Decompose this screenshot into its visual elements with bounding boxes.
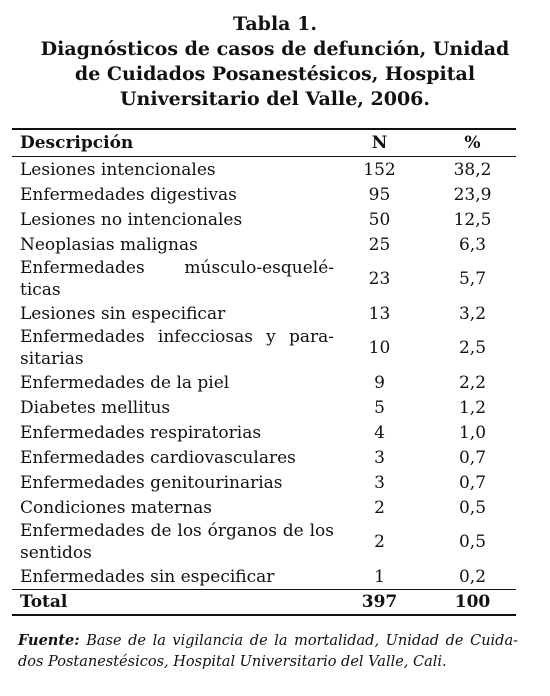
row-n: 13 <box>368 303 391 324</box>
row-description: Enfermedades cardiovasculares <box>20 447 296 468</box>
column-header-n: N <box>371 133 388 153</box>
total-percent: 100 <box>454 592 491 612</box>
row-n: 3 <box>374 472 385 493</box>
row-n: 3 <box>374 447 385 468</box>
row-percent: 0,5 <box>458 532 487 552</box>
source-label: Fuente: <box>18 632 80 649</box>
diagnosis-table <box>12 128 516 616</box>
table-caption-line-2: de Cuidados Posanestésicos, Hospital <box>74 63 476 85</box>
row-percent: 0,7 <box>458 472 487 493</box>
table-row <box>12 564 516 589</box>
table-source-note <box>18 630 518 673</box>
table-title <box>0 12 550 112</box>
column-header-description: Descripción <box>20 133 134 153</box>
row-percent: 1,0 <box>458 422 487 443</box>
table-row <box>12 445 516 470</box>
row-percent: 0,7 <box>458 447 487 468</box>
table-header-row <box>12 130 516 157</box>
row-description-line-2: sitarias <box>20 349 84 369</box>
row-description: Lesiones no intencionales <box>20 209 243 230</box>
table-row <box>12 257 516 301</box>
table-row <box>12 232 516 257</box>
row-description: Lesiones intencionales <box>20 159 216 180</box>
row-description: Enfermedades digestivas <box>20 184 237 205</box>
row-n: 50 <box>368 209 391 230</box>
row-percent: 5,7 <box>458 269 487 289</box>
row-description: Enfermedades de la piel <box>20 372 230 393</box>
row-n: 25 <box>368 234 391 255</box>
row-n: 10 <box>368 338 391 358</box>
table-row <box>12 470 516 495</box>
row-n: 1 <box>374 566 385 587</box>
row-description: Enfermedades respiratorias <box>20 422 262 443</box>
row-description-line-1: Enfermedades músculo-esquelé- <box>20 258 334 278</box>
row-description <box>12 257 342 301</box>
table-row <box>12 182 516 207</box>
table-total-row <box>12 589 516 614</box>
table-row <box>12 157 516 182</box>
source-line-1 <box>18 630 518 652</box>
row-n: 2 <box>374 497 385 518</box>
row-description-line-1: Enfermedades de los órganos de los <box>20 521 334 541</box>
row-percent: 3,2 <box>458 303 487 324</box>
row-n: 9 <box>374 372 385 393</box>
row-description-line-2: ticas <box>20 280 61 300</box>
table-row <box>12 207 516 232</box>
table-row <box>12 420 516 445</box>
row-description <box>12 520 342 564</box>
table-caption-line-3: Universitario del Valle, 2006. <box>119 88 431 110</box>
row-n: 2 <box>374 532 385 552</box>
table-row <box>12 301 516 326</box>
row-percent: 2,2 <box>458 372 487 393</box>
row-n: 152 <box>363 159 396 180</box>
row-n: 4 <box>374 422 385 443</box>
table-row <box>12 395 516 420</box>
table-row <box>12 326 516 370</box>
column-header-percent: % <box>464 133 481 153</box>
total-n: 397 <box>361 592 398 612</box>
source-text-2: dos Postanestésicos, Hospital Universitario del Valle, Cali. <box>18 654 447 670</box>
row-percent: 12,5 <box>453 209 492 230</box>
row-percent: 1,2 <box>458 397 487 418</box>
table-row <box>12 370 516 395</box>
row-n: 95 <box>368 184 391 205</box>
row-description-line-1: Enfermedades infecciosas y para- <box>20 327 334 347</box>
row-description <box>12 326 342 370</box>
total-label: Total <box>20 592 68 612</box>
row-percent: 0,2 <box>458 566 487 587</box>
row-percent: 23,9 <box>453 184 492 205</box>
row-description: Condiciones maternas <box>20 497 212 518</box>
row-percent: 6,3 <box>458 234 487 255</box>
row-n: 5 <box>374 397 385 418</box>
row-percent: 2,5 <box>458 338 487 358</box>
row-description: Enfermedades sin especificar <box>20 566 275 587</box>
row-percent: 38,2 <box>453 159 492 180</box>
row-percent: 0,5 <box>458 497 487 518</box>
row-description: Enfermedades genitourinarias <box>20 472 283 493</box>
row-description: Neoplasias malignas <box>20 234 198 255</box>
row-description: Lesiones sin especificar <box>20 303 226 324</box>
source-text-1: Base de la vigilancia de la mortalidad, Unidad de Cuida- <box>79 633 518 649</box>
table-caption-line-1: Diagnósticos de casos de defunción, Unidad <box>40 38 510 60</box>
row-n: 23 <box>368 269 391 289</box>
table-row <box>12 495 516 520</box>
table-number: Tabla 1. <box>233 13 317 35</box>
table-row <box>12 520 516 564</box>
row-description: Diabetes mellitus <box>20 397 171 418</box>
row-description-line-2: sentidos <box>20 543 92 563</box>
